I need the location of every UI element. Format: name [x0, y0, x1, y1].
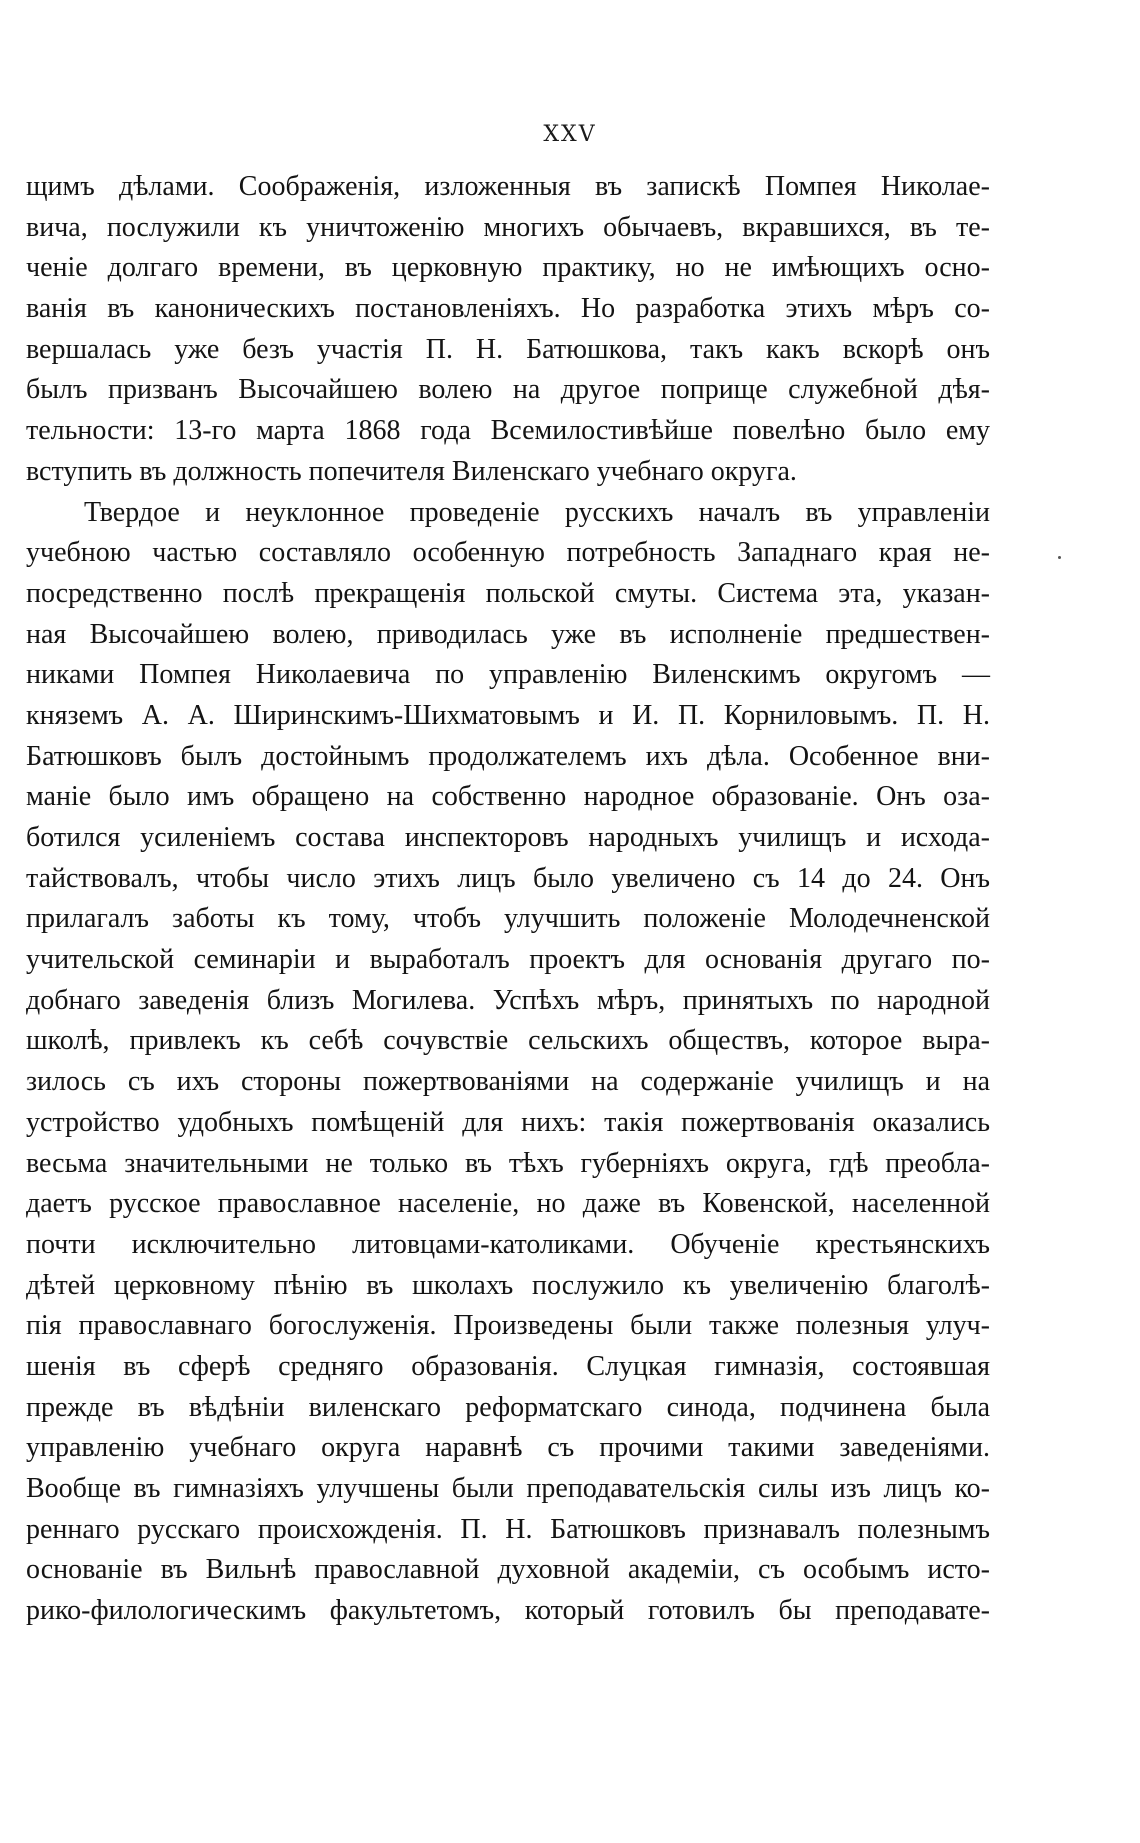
text-line: почти исключительно литовцами-католиками. Обученіе крестьянскихъ [26, 1228, 990, 1260]
text-line: никами Помпея Николаевича по управленію Виленскимъ округомъ — [26, 659, 990, 691]
text-line: ная Высочайшею волею, приводилась уже въ исполненіе предшествен- [26, 618, 990, 650]
text-line: вступить въ должность попечителя Виленскаго учебнаго округа. [26, 455, 797, 487]
text-line: маніе было имъ обращено на собственно народное образованіе. Онъ оза- [26, 781, 990, 813]
text-line: вича, послужили къ уничтоженію многихъ обычаевъ, вкравшихся, въ те- [26, 211, 990, 243]
text-line: тельности: 13-го марта 1868 года Всемилостивѣйше повелѣно было ему [26, 415, 990, 447]
text-line: ченіе долгаго времени, въ церковную практику, но не имѣющихъ осно- [26, 252, 990, 284]
text-line: шенія въ сферѣ средняго образованія. Слуцкая гимназія, состоявшая [26, 1350, 990, 1382]
text-line: добнаго заведенія близъ Могилева. Успѣхъ мѣръ, принятыхъ по народной [26, 984, 990, 1016]
text-line: школѣ, привлекъ къ себѣ сочувствіе сельскихъ обществъ, которое выра- [26, 1025, 990, 1057]
text-line: княземъ А. А. Ширинскимъ-Шихматовымъ и И. П. Корниловымъ. П. Н. [26, 699, 990, 731]
text-line: основаніе въ Вильнѣ православной духовной академіи, съ особымъ исто- [26, 1554, 990, 1586]
text-line: щимъ дѣлами. Соображенія, изложенныя въ запискѣ Помпея Николае- [26, 171, 990, 202]
text-line: Вообще въ гимназіяхъ улучшены были преподавательскія силы изъ лицъ ко- [26, 1473, 990, 1504]
text-line: прежде въ вѣдѣніи виленскаго реформатскаго синода, подчинена была [26, 1391, 990, 1423]
text-line: учебною частью составляло особенную потребность Западнаго края не- [26, 537, 990, 569]
text-line: дѣтей церковному пѣнію въ школахъ послужило къ увеличенію благолѣ- [26, 1269, 990, 1301]
text-line: ванія въ каноническихъ постановленіяхъ. Но разработка этихъ мѣръ со- [26, 293, 990, 325]
text-line: пія православнаго богослуженія. Произведены были также полезныя улуч- [26, 1310, 990, 1342]
text-line: рико-филологическимъ факультетомъ, который готовилъ бы преподавате- [26, 1595, 990, 1627]
paragraph [26, 493, 990, 1632]
text-line: устройство удобныхъ помѣщеній для нихъ: такія пожертвованія оказались [26, 1106, 990, 1138]
text-line: управленію учебнаго округа наравнѣ съ прочими такими заведеніями. [26, 1432, 990, 1464]
text-line: посредственно послѣ прекращенія польской смуты. Система эта, указан- [26, 577, 990, 609]
text-line: зилось съ ихъ стороны пожертвованіями на содержаніе училищъ и на [26, 1066, 990, 1098]
text-line: прилагалъ заботы къ тому, чтобъ улучшить положеніе Молодечненской [26, 903, 990, 935]
text-line: Батюшковъ былъ достойнымъ продолжателемъ ихъ дѣла. Особенное вни- [26, 740, 990, 772]
text-line: даетъ русское православное населеніе, но даже въ Ковенской, населенной [26, 1188, 990, 1220]
text-line: учительской семинаріи и выработалъ проектъ для основанія другаго по- [26, 944, 990, 976]
text-line: былъ призванъ Высочайшею волею на другое поприще служебной дѣя- [26, 374, 990, 406]
text-line: тайствовалъ, чтобы число этихъ лицъ было увеличено съ 14 до 24. Онъ [26, 862, 990, 894]
text-line: вершалась уже безъ участія П. Н. Батюшкова, такъ какъ вскорѣ онъ [26, 333, 990, 365]
page-number: XXV [543, 122, 597, 147]
body-text [26, 167, 990, 1632]
text-line: ботился усиленіемъ состава инспекторовъ народныхъ училищъ и исхода- [26, 822, 990, 853]
text-line: реннаго русскаго происхожденія. П. Н. Батюшковъ признавалъ полезнымъ [26, 1513, 990, 1545]
margin-speck [1058, 556, 1061, 559]
text-line: весьма значительными не только въ тѣхъ губерніяхъ округа, гдѣ преобла- [26, 1147, 990, 1179]
text-line: Твердое и неуклонное проведеніе русскихъ началъ въ управленіи [84, 496, 990, 528]
paragraph [26, 167, 990, 493]
